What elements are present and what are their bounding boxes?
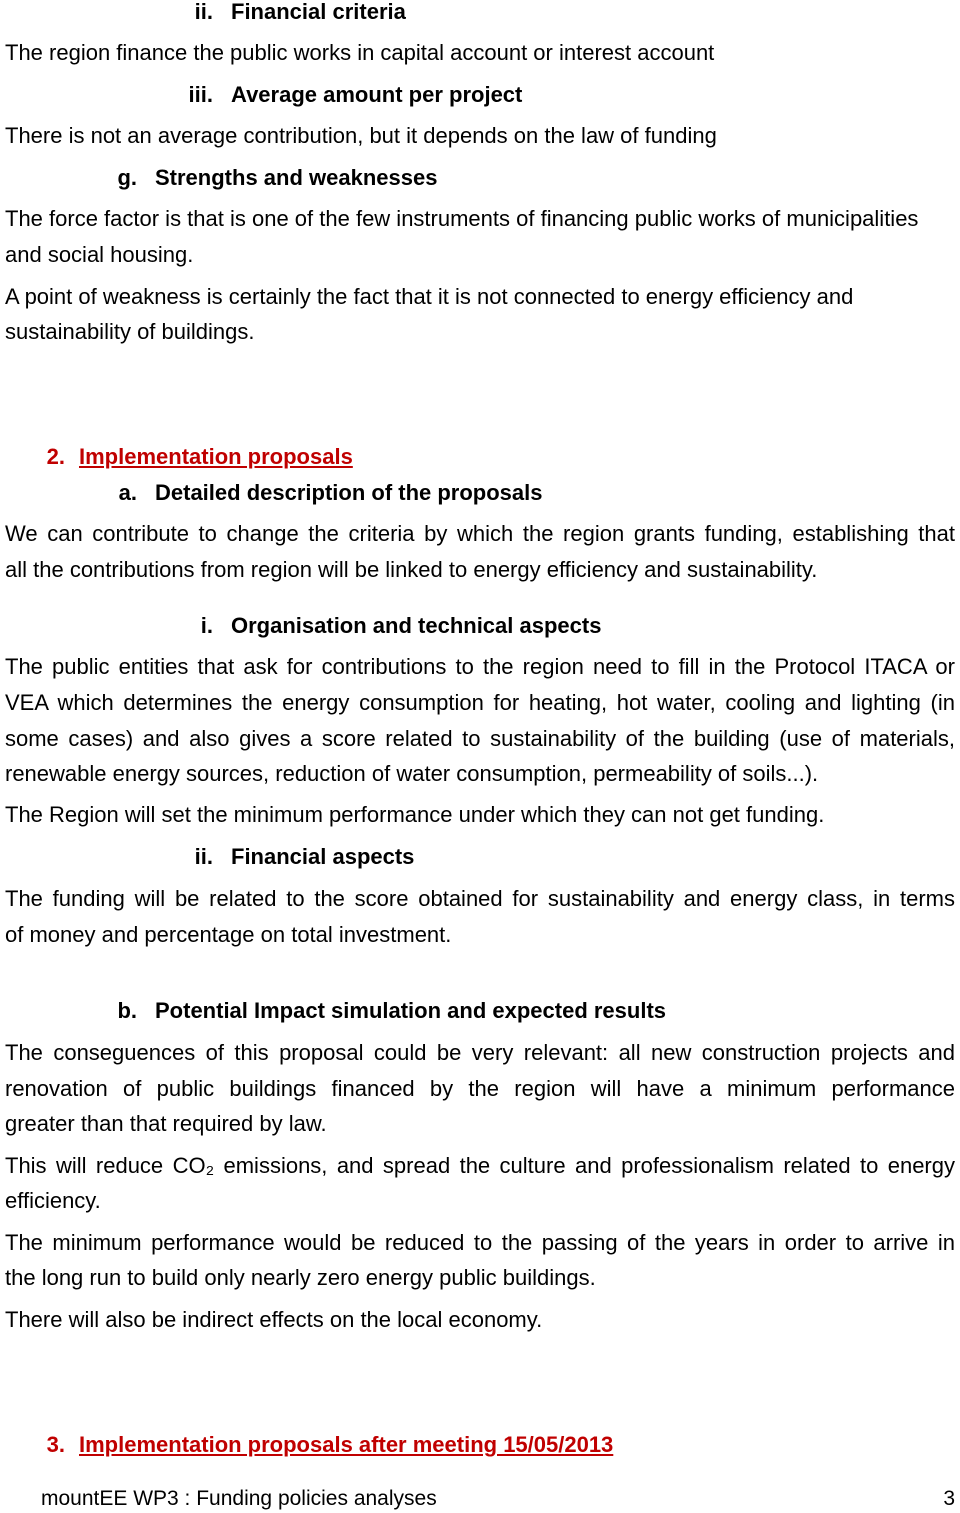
paragraph-line: This will reduce CO₂ emissions, and spread the culture and professionalism related to energy — [5, 1153, 955, 1178]
heading-title: Potential Impact simulation and expected results — [155, 998, 667, 1023]
heading-financial-aspects — [0, 845, 960, 869]
paragraph-line: We can contribute to change the criteria by which the region grants funding, establishing that — [5, 521, 955, 546]
section-number: 2. — [46, 444, 65, 469]
heading-detailed-description — [0, 481, 960, 505]
paragraph-line: There will also be indirect effects on the local economy. — [5, 1307, 543, 1332]
heading-title: Financial aspects — [231, 844, 415, 869]
heading-financial-criteria — [0, 0, 960, 24]
page-number: 3 — [943, 1487, 955, 1510]
section-heading-implementation-proposals — [0, 445, 960, 469]
paragraph-line: the long run to build only nearly zero energy public buildings. — [5, 1265, 596, 1290]
paragraph-line: sustainability of buildings. — [5, 319, 255, 344]
paragraph-line: The public entities that ask for contributions to the region need to fill in the Protocol ITACA or — [5, 654, 955, 679]
paragraph-line: and social housing. — [5, 242, 194, 267]
heading-title: Detailed description of the proposals — [155, 480, 543, 505]
paragraph-line: renewable energy sources, reduction of water consumption, permeability of soils...). — [5, 761, 819, 786]
section-number: 3. — [46, 1432, 65, 1457]
heading-average-amount — [0, 83, 960, 107]
heading-title: Organisation and technical aspects — [231, 613, 602, 638]
paragraph-line: greater than that required by law. — [5, 1111, 327, 1136]
paragraph-line: The conseguences of this proposal could be very relevant: all new construction projects and — [5, 1040, 955, 1065]
paragraph-line: efficiency. — [5, 1188, 101, 1213]
section-title: Implementation proposals after meeting 15/05/2013 — [79, 1432, 614, 1457]
heading-potential-impact — [0, 999, 960, 1023]
paragraph-line: The Region will set the minimum performance under which they can not get funding. — [5, 802, 825, 827]
paragraph-line: renovation of public buildings financed by the region will have a minimum performance — [5, 1076, 955, 1101]
footer-text: mountEE WP3 : Funding policies analyses — [41, 1487, 437, 1510]
paragraph-line: some cases) and also gives a score related to sustainability of the building (use of materials, — [5, 726, 955, 751]
heading-number: i. — [200, 613, 213, 638]
heading-number: g. — [117, 165, 137, 190]
heading-number: b. — [117, 998, 137, 1023]
heading-number: ii. — [194, 844, 213, 869]
paragraph-line: There is not an average contribution, but it depends on the law of funding — [5, 123, 717, 148]
heading-number: a. — [118, 480, 137, 505]
paragraph-line: The funding will be related to the score obtained for sustainability and energy class, in terms — [5, 886, 955, 911]
paragraph-line: A point of weakness is certainly the fact that it is not connected to energy efficiency and — [5, 284, 854, 309]
heading-title: Strengths and weaknesses — [155, 165, 438, 190]
heading-organisation-technical — [0, 614, 960, 638]
section-heading-after-meeting — [0, 1433, 960, 1457]
paragraph-line: The force factor is that is one of the few instruments of financing public works of municipalities — [5, 206, 919, 231]
paragraph-line: The minimum performance would be reduced to the passing of the years in order to arrive in — [5, 1230, 955, 1255]
heading-number: iii. — [188, 82, 213, 107]
heading-strengths-weaknesses — [0, 166, 960, 190]
paragraph-line: VEA which determines the energy consumption for heating, hot water, cooling and lighting (in — [5, 690, 955, 715]
heading-title: Financial criteria — [231, 0, 406, 24]
heading-number: ii. — [194, 0, 213, 24]
heading-title: Average amount per project — [231, 82, 523, 107]
paragraph-line: of money and percentage on total investment. — [5, 922, 452, 947]
paragraph-line: all the contributions from region will be linked to energy efficiency and sustainability. — [5, 557, 818, 582]
section-title: Implementation proposals — [79, 444, 353, 469]
paragraph-line: The region finance the public works in capital account or interest account — [5, 40, 715, 65]
